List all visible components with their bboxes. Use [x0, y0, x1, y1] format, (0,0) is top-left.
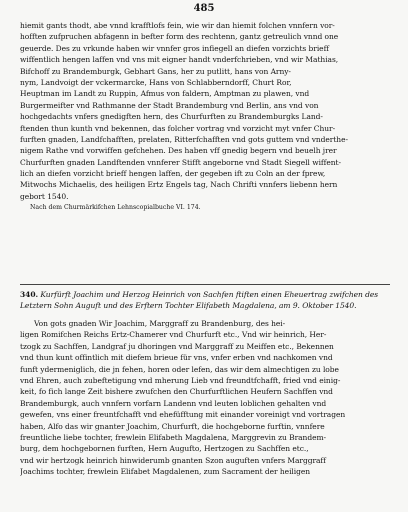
text-line: haben, Alfo das wir gnanter Joachim, Churfurft, die hochgeborne furftin, vnnfere	[20, 421, 325, 431]
text-line: vnd thun kunt offintlich mit diefem brieue für vns, vnfer erben vnd nachkomen vnd	[20, 353, 333, 363]
document-number: 340.	[20, 290, 39, 299]
text-line: ftenden thun kunth vnd bekennen, das folcher vortrag vnd vorzicht myt vnfer Chur-	[20, 123, 336, 133]
document-heading	[20, 289, 390, 312]
text-line: Heuptman im Landt zu Ruppin, Afmus von faldern, Amptman zu plawen, vnd	[20, 89, 310, 99]
text-line: vnd wir hertzogk heinrich hinwiderumb gnanten Szon auguften vnfers Marggraff	[20, 455, 326, 465]
text-line: lich an diefen vorzicht brieff hengen laffen, der gegeben ift zu Coln an der fprew,	[20, 169, 326, 179]
text-line: ligen Romifchen Reichs Ertz-Chamerer vnd Churfurft etc., Vnd wir heinrich, Her-	[20, 330, 327, 340]
text-line: Bifchoff zu Brandemburgk, Gebhart Gans, her zu putlitt, hans von Arny-	[20, 66, 291, 76]
text-line: vnd Ehren, auch zubeftetigung vnd mherung Lieb vnd freundtfchafft, fried vnd einig-	[20, 375, 341, 385]
text-line: Joachims tochter, frewlein Elifabet Magdalenen, zum Sacrament der heiligen	[20, 467, 311, 477]
text-line: nym, Landvoigt der vckermarcke, Hans von Schlabberndorff, Churt Ror,	[20, 77, 292, 87]
text-line: Burgermeifter vnd Rathmanne der Stadt Brandemburg vnd Berlin, ans vnd von	[20, 100, 319, 110]
text-line: tzogk zu Sachffen, Landgraf ju dhoringen vnd Marggraff zu Meiffen etc., Bekennen	[20, 341, 334, 351]
text-line: gewefen, vns einer freuntfchafft vnd ehefüfftung mit einander voreinigt vnd vortragen	[20, 410, 346, 420]
text-line: hiemit gants thodt, abe vnnd krafftlofs fein, wie wir dan hiemit folchen vnnfern vor-	[20, 21, 335, 30]
text-line: gebort 1540.	[20, 191, 69, 201]
text-line: furften gnaden, Landfchafften, prelaten, Ritterfchafften vnd gots guttem vnd vnderthe-	[20, 134, 348, 144]
closing-paragraph	[20, 20, 390, 213]
text-line: nigem Rathe vnd vorwiffen gefchehen. Des haben vff gnedig begern vnd beuelh jrer	[20, 146, 337, 156]
text-line: geuerde. Des zu vrkunde haben wir vnnfer gros infiegell an diefen vorzichts brieff	[20, 43, 330, 53]
text-line: wiffentlich hengen laffen vnd vns mit eigner handt vnderfchrieben, vnd wir Mathias,	[20, 55, 339, 65]
heading-line: Letztern Sohn Auguft und des Erftern Tochter Elifabeth Magdalena, am 9. Oktober 1540.	[20, 301, 357, 311]
text-line: burg, dem hochgebornen furften, Hern Augufto, Hertzogen zu Sachffen etc.,	[20, 444, 309, 454]
text-line: Mitwochs Michaelis, des heiligen Ertz Engels tag, Nach Chrifti vnnfers liebenn hern	[20, 180, 338, 190]
charter-paragraph	[20, 318, 390, 477]
text-line: hochgedachts vnfers gnedigften hern, des Churfurften zu Brandemburgks Land-	[20, 112, 323, 122]
section-divider	[20, 284, 390, 285]
text-line: hofften zufpruchen abfagenn in befter form des rechtenn, gantz getreulich vnnd one	[20, 32, 339, 42]
heading-text: Kurfürft Joachim und Herzog Heinrich von Sachfen ftiften einen Eheuertrag zwifchen des	[40, 290, 379, 299]
page-number: 485	[193, 3, 215, 14]
text-line: Churfurften gnaden Landftenden vnnferer Stifft angeborne vnd Stadt Siegell wiffent-	[20, 157, 341, 167]
text-line: Von gots gnaden Wir Joachim, Marggraff zu Brandenburg, des hei-	[34, 319, 286, 328]
text-line: funft ydermeniglich, die jn fehen, horen oder lefen, das wir dem almechtigen zu lobe	[20, 364, 339, 374]
heading-line	[20, 289, 390, 300]
text-line: keit, fo fich lange Zeit bishere zwufchen den Churfurftlichen Heufern Sachffen vnd	[20, 387, 333, 397]
text-line: freuntliche liebe tochter, frewlein Elifabeth Magdalena, Marggrevin zu Brandem-	[20, 432, 327, 442]
text-line: Brandemburgk, auch vnnfern vorfarn Landenn vnd leuten loblichen gehalten vnd	[20, 398, 327, 408]
source-footnote: Nach dem Churmärkifchen Lehnscopialbuche VI. 174.	[30, 204, 201, 212]
